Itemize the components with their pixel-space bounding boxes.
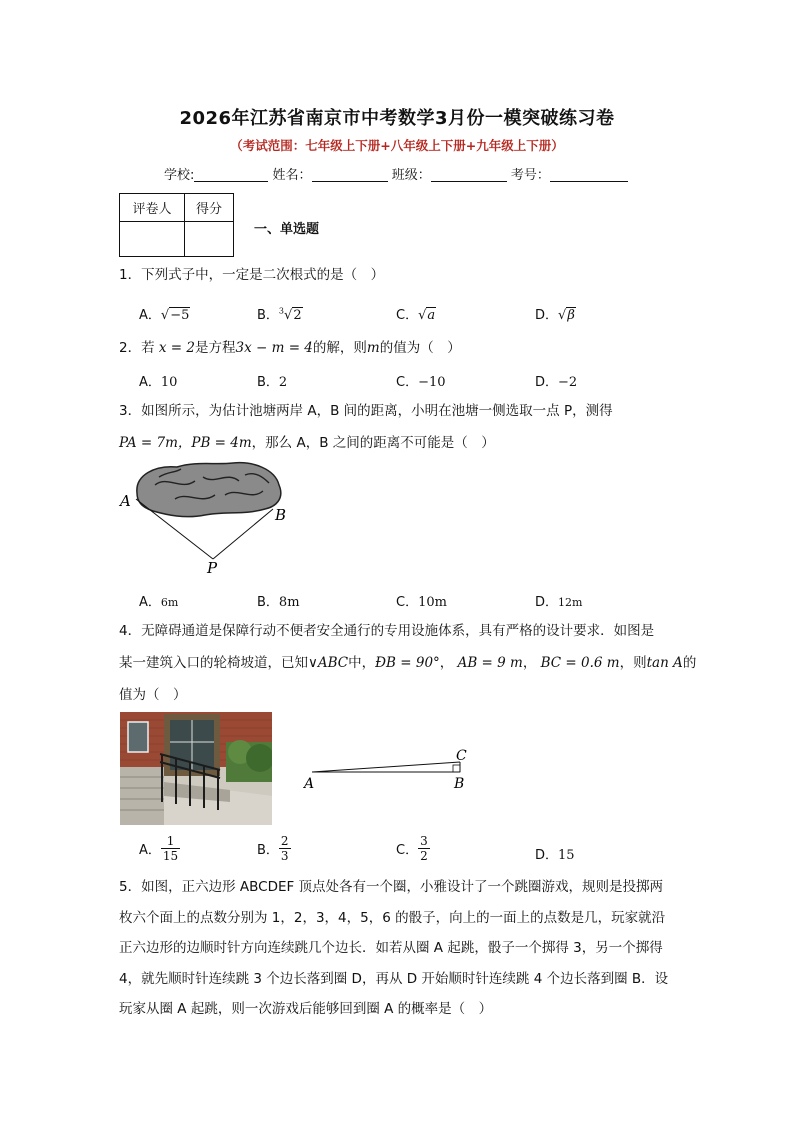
school-label: 学校:: [164, 168, 195, 183]
pond-figure: [115, 455, 295, 580]
root-index: 3: [278, 306, 285, 316]
q4-option-a[interactable]: A． $\frac{1}{15}$: [139, 834, 179, 863]
q1-option-b[interactable]: B．$^3$√2: [257, 306, 302, 323]
school-field[interactable]: [194, 167, 268, 182]
vertex-b-label: B: [454, 776, 465, 792]
question-text: 下列式子中，一定是二次根式的是（ ）: [141, 267, 385, 283]
vertex-a-label: A: [304, 776, 315, 792]
q4-option-c[interactable]: C． $\frac{3}{2}$: [396, 834, 428, 863]
question-4: 4．无障碍通道是保障行动不便者安全通行的专用设施体系，具有严格的设计要求．如图是 某一建筑入口的轮椅坡道，已知∨ABC中，ÐB = 90°， AB = 9 m， BC = 0.6 m，则tan A的 值为（ ）: [119, 623, 697, 703]
q4-option-d[interactable]: D．15: [535, 848, 575, 863]
q3-option-a[interactable]: A．6m: [139, 595, 179, 610]
class-field[interactable]: [431, 167, 507, 182]
q3-option-d[interactable]: D．12m: [535, 595, 583, 610]
q3-option-b[interactable]: B．8m: [257, 595, 300, 610]
exam-title: 2026年江苏省南京市中考数学3月份一模突破练习卷: [179, 108, 615, 129]
section-title: 一、单选题: [254, 222, 320, 237]
question-2: 2．若 x = 2是方程3x − m = 4的解，则m的值为（ ）: [119, 340, 461, 356]
vertex-c-label: C: [456, 748, 467, 764]
class-label: 班级：: [391, 168, 431, 183]
option-value: a: [427, 308, 436, 323]
option-value: 2: [293, 308, 302, 323]
option-value: β: [567, 308, 575, 323]
id-field[interactable]: [550, 167, 628, 182]
name-field[interactable]: [312, 167, 388, 182]
q4-option-b[interactable]: B． $\frac{2}{3}$: [257, 834, 289, 863]
point-p-label: P: [207, 559, 218, 577]
q1-option-c[interactable]: C．√a: [396, 308, 436, 323]
q3-option-c[interactable]: C．10m: [396, 595, 447, 610]
equation: x = 2: [158, 340, 195, 356]
question-5: 5．如图，正六边形 ABCDEF 顶点处各有一个圈，小雅设计了一个跳圈游戏，规则是投掷两 枚六个面上的点数分别为 1，2，3，4，5，6 的骰子，向上的一面上的点数是几，玩家就沿 正六边形的边顺时针方向连续跳几个边长．如若从圈 A 起跳，骰子一个掷得 3，另一个掷得 4，就先顺时针连续跳 3 个边长落到圈 D，再从 D 开始顺时针连续跳 4 个边长落到圈 B．设 玩家从圈 A 起跳，则一次游戏后能够回到圈 A 的概率是（ ）: [119, 879, 669, 1017]
q1-option-d[interactable]: D．√β: [535, 308, 575, 323]
grade-table: [119, 193, 234, 257]
q2-option-b[interactable]: B．2: [257, 375, 288, 390]
exam-scope: （考试范围：七年级上下册+八年级上下册+九年级上下册）: [230, 138, 564, 153]
q2-option-c[interactable]: C．−10: [396, 375, 446, 390]
q1-option-a[interactable]: A．√−5: [139, 308, 190, 323]
q2-option-d[interactable]: D．−2: [535, 375, 578, 390]
point-b-label: B: [275, 506, 287, 524]
id-label: 考号：: [510, 168, 550, 183]
ramp-photo: [120, 712, 272, 825]
equation: 3x − m = 4: [235, 340, 313, 356]
student-info-line: [164, 164, 628, 183]
score-header: 得分: [185, 194, 234, 222]
question-3: 3．如图所示，为估计池塘两岸 A，B 间的距离，小明在池塘一侧选取一点 P，测得 PA = 7m，PB = 4m，那么 A，B 之间的距离不可能是（ ）: [119, 403, 613, 451]
triangle-figure: [300, 745, 480, 795]
question-1: [119, 259, 679, 291]
option-value: −5: [170, 308, 190, 323]
q2-option-a[interactable]: A．10: [139, 375, 178, 390]
name-label: 姓名：: [272, 168, 312, 183]
score-cell[interactable]: [185, 222, 234, 257]
equation: PA = 7m，PB = 4m: [119, 435, 252, 451]
reviewer-header: 评卷人: [120, 194, 185, 222]
reviewer-cell[interactable]: [120, 222, 185, 257]
point-a-label: A: [120, 492, 131, 510]
question-number: 1．: [119, 267, 142, 283]
